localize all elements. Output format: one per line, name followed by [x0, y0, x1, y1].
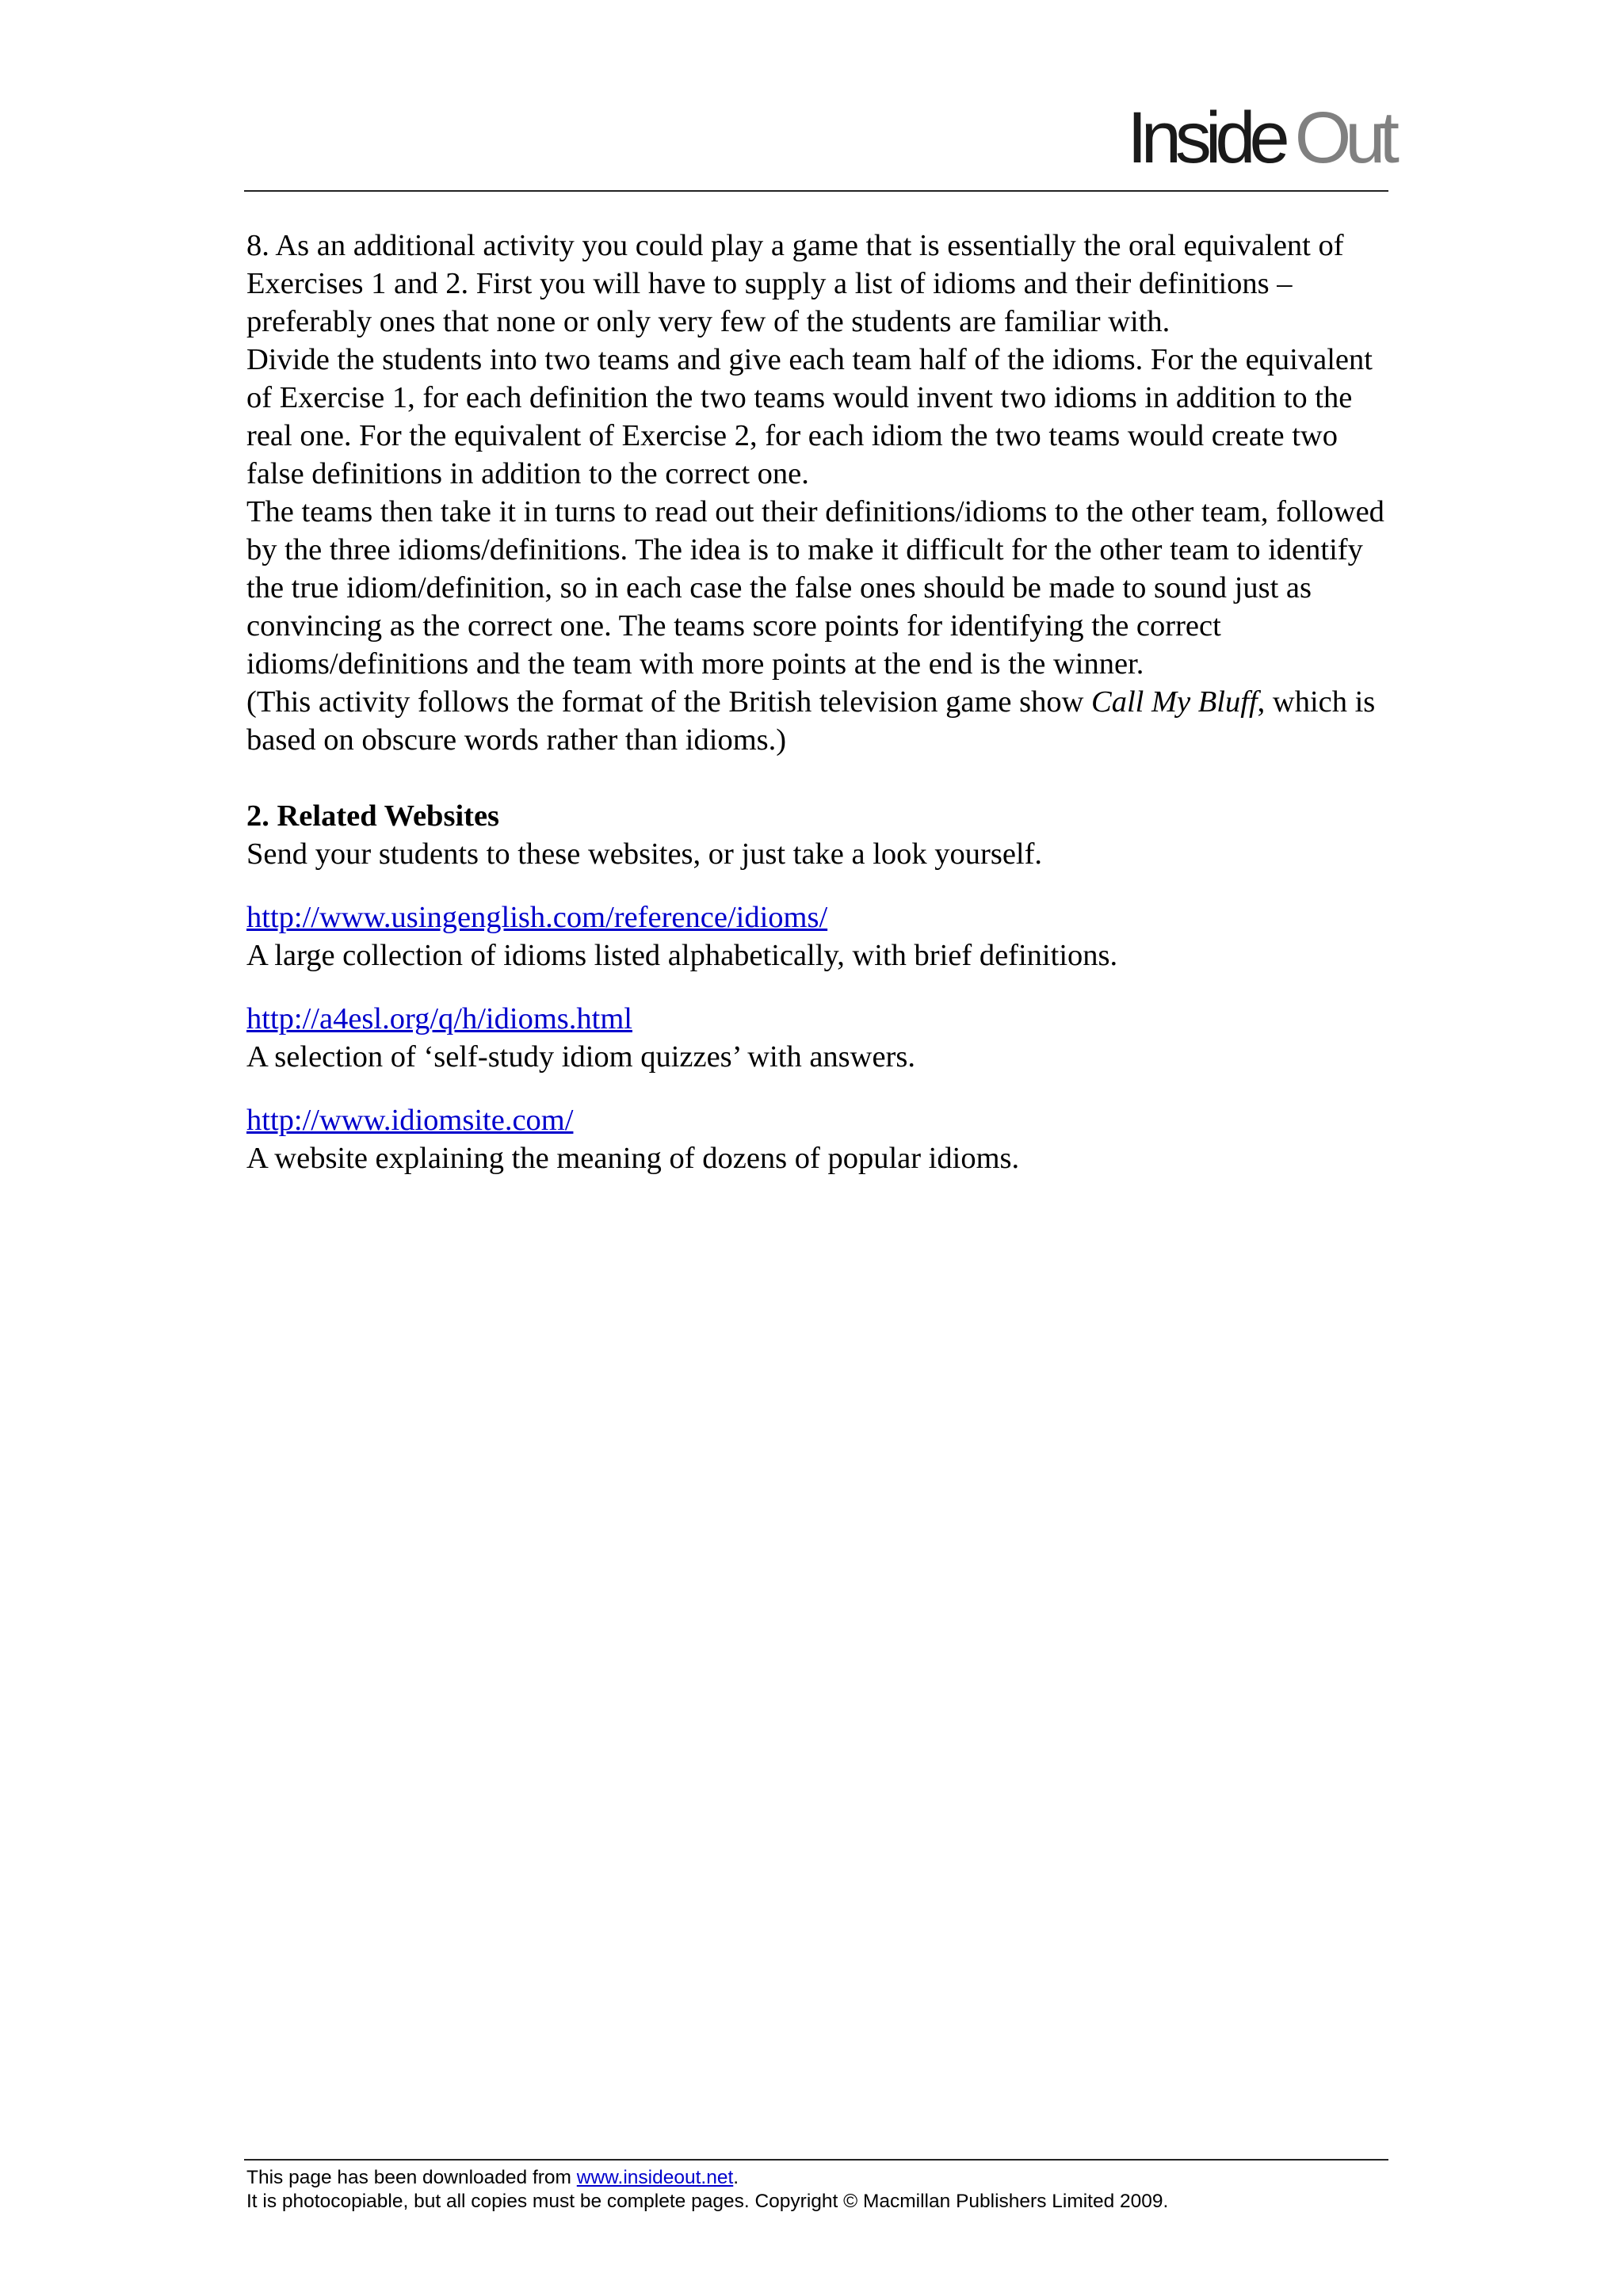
- website-link-idiomsite[interactable]: http://www.idiomsite.com/: [246, 1104, 574, 1137]
- website-description: A large collection of idioms listed alphabetically, with brief definitions.: [246, 939, 1118, 972]
- activity-paragraph-4: [246, 683, 1396, 759]
- header-divider: [244, 190, 1388, 192]
- activity-p4-text-end: , which is based on obscure words rather than idioms.): [246, 685, 1376, 757]
- website-description: A website explaining the meaning of dozens of popular idioms.: [246, 1142, 1020, 1175]
- main-content: [246, 227, 1396, 1177]
- website-link-usingenglish[interactable]: http://www.usingenglish.com/reference/idioms/: [246, 901, 828, 934]
- logo-word-out: Out: [1294, 97, 1393, 178]
- footer-line-2: It is photocopiable, but all copies must be complete pages. Copyright © Macmillan Publishers Limited 2009.: [246, 2191, 1169, 2212]
- footer-line-1: [246, 2166, 1435, 2190]
- show-title: Call My Bluff: [1091, 685, 1258, 719]
- activity-p4-text: (This activity follows the format of the British television game show: [246, 685, 1092, 719]
- footer-divider: [244, 2159, 1388, 2161]
- footer-period: .: [733, 2167, 739, 2188]
- page-footer: [246, 2166, 1435, 2214]
- logo-word-inside: Inside: [1127, 97, 1284, 178]
- activity-paragraph-3: The teams then take it in turns to read out their definitions/idioms to the other team, followed by the three idioms/definitions. The idea is to make it difficult for the other team to identify the true idiom/definition, so in each case the false ones should be made to sound just as convincing as the correct one. The teams score points for identifying the correct idioms/definitions and the team with more points at the end is the winner.: [246, 495, 1384, 681]
- activity-paragraph-1: 8. As an additional activity you could play a game that is essentially the oral equivalent of Exercises 1 and 2. First you will have to supply a list of idioms and their definitions – preferably ones that none or only very few of the students are familiar with.: [246, 229, 1344, 338]
- section-intro: Send your students to these websites, or just take a look yourself.: [246, 837, 1043, 871]
- website-link-a4esl[interactable]: http://a4esl.org/q/h/idioms.html: [246, 1002, 632, 1035]
- website-description: A selection of ‘self-study idiom quizzes’ with answers.: [246, 1040, 915, 1074]
- section-heading: 2. Related Websites: [246, 799, 500, 833]
- footer-insideout-link[interactable]: www.insideout.net: [576, 2167, 734, 2188]
- footer-text: This page has been downloaded from: [246, 2167, 577, 2188]
- activity-paragraph-2: Divide the students into two teams and give each team half of the idioms. For the equivalent of Exercise 1, for each definition the two teams would invent two idioms in addition to the real one. For the equivalent of Exercise 2, for each idiom the two teams would create two false definitions in addition to the correct one.: [246, 343, 1373, 490]
- inside-out-logo: [1127, 97, 1393, 178]
